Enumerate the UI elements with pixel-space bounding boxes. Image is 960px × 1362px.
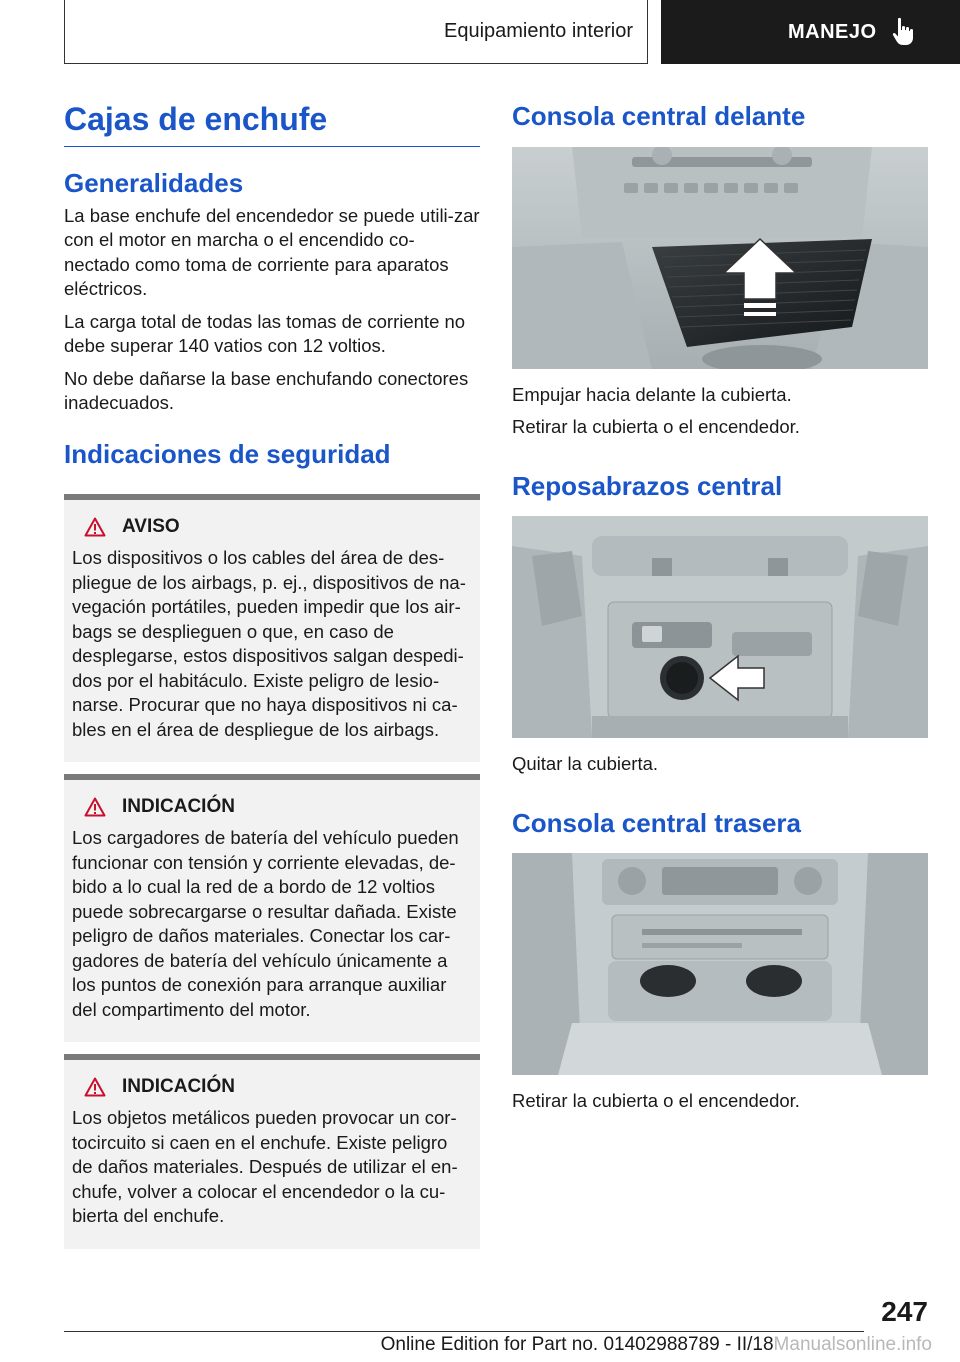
header-section-title: Equipamiento interior bbox=[444, 20, 633, 42]
general-paragraph-3: No debe dañarse la base enchufando conectores inadecuados. bbox=[64, 367, 469, 414]
notice-title: AVISO bbox=[122, 516, 180, 538]
rear-console-heading: Consola central trasera bbox=[512, 807, 802, 838]
page-title: Cajas de enchufe bbox=[64, 100, 480, 147]
warning-triangle-icon bbox=[84, 517, 106, 537]
notice-aviso bbox=[64, 494, 480, 762]
header-section-box bbox=[64, 0, 648, 64]
left-column bbox=[64, 100, 480, 1249]
notice-title: INDICACIÓN bbox=[122, 796, 235, 818]
general-paragraph-1: La base enchufe del encendedor se puede utili‐zar con el motor en marcha o el encendido co‐nectado como toma de corriente para aparatos eléctricos. bbox=[64, 204, 480, 300]
front-console-step-1: Empujar hacia delante la cubierta. bbox=[512, 383, 792, 405]
warning-triangle-icon bbox=[84, 1077, 106, 1097]
footer-edition-text: Online Edition for Part no. 01402988789 - II/18 bbox=[380, 1334, 774, 1355]
front-console-step-2: Retirar la cubierta o el encendedor. bbox=[512, 416, 800, 437]
general-heading: Generalidades bbox=[64, 168, 244, 199]
notice-text: Los objetos metálicos pueden provocar un cor‐tocircuito si caen en el enchufe. Existe peligro de daños materiales. Después de utilizar el en‐chufe, volver a colocar el encendedor o la cu‐bierta del enchufe. bbox=[72, 1107, 458, 1227]
footer-edition bbox=[381, 1334, 932, 1356]
rear-console-step-1: Retirar la cubierta o el encendedor. bbox=[512, 1090, 800, 1111]
armrest-heading: Reposabrazos central bbox=[512, 470, 783, 501]
header-chapter-label: MANEJO bbox=[788, 20, 877, 43]
header-chapter-tab bbox=[661, 0, 960, 64]
front-console-heading: Consola central delante bbox=[512, 101, 806, 131]
notice-indicacion-1 bbox=[64, 774, 480, 1042]
page-number: 247 bbox=[881, 1296, 928, 1327]
notice-text: Los cargadores de batería del vehículo pueden funcionar con tensión y corriente elevadas, de‐bido a lo cual la red de a bordo de 12 voltios puede sobrecargarse o resultar dañada. Existe peligro de daños materiales. Conectar los car‐gadores de batería del vehículo únicamente a los puntos de conexión para arranque auxiliar del compartimento del motor. bbox=[72, 827, 459, 1020]
pointing-hand-icon bbox=[891, 17, 917, 47]
warning-triangle-icon bbox=[84, 797, 106, 817]
general-paragraph-2: La carga total de todas las tomas de corriente no debe superar 140 vatios con 12 voltios. bbox=[64, 310, 466, 357]
footer-watermark: Manualsonline.info bbox=[773, 1334, 932, 1355]
armrest-step-1: Quitar la cubierta. bbox=[512, 753, 659, 774]
notice-indicacion-2 bbox=[64, 1054, 480, 1249]
front-console-photo bbox=[512, 147, 928, 369]
safety-heading: Indicaciones de seguridad bbox=[64, 438, 391, 469]
right-column bbox=[512, 100, 928, 1114]
notice-text: Los dispositivos o los cables del área de des‐pliegue de los airbags, p. ej., dispositivos de na‐vegación portátiles, pueden impedir que los air‐bags se desplieguen o que, en caso de desplegarse, estos dispositivos salgan despedi‐dos por el habitáculo. Existe peligro de lesio‐narse. Procurar que no haya dispositivos ni ca‐bles en el área de despliegue de los airbags. bbox=[72, 547, 466, 740]
armrest-photo bbox=[512, 516, 928, 738]
rear-console-photo bbox=[512, 853, 928, 1075]
footer-divider bbox=[64, 1331, 864, 1332]
notice-title: INDICACIÓN bbox=[122, 1076, 235, 1098]
